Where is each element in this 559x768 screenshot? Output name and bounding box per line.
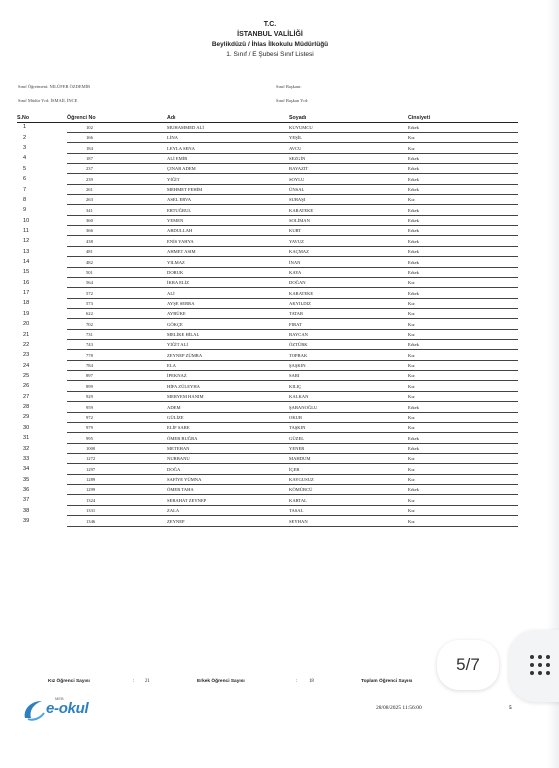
table-row [17, 143, 518, 153]
student-name: ZALA [167, 505, 289, 515]
student-name: ADEM [167, 402, 289, 412]
row-sno: 10 [23, 217, 30, 224]
student-surname: SUBAŞI [289, 195, 408, 205]
table-row [17, 340, 518, 350]
row-sno: 19 [23, 310, 30, 317]
row-sno: 35 [23, 476, 30, 483]
boys-count-label: Erkek Öğrenci Sayısı [197, 679, 245, 684]
student-surname: SOYLU [289, 174, 408, 184]
student-surname: KAÇMAZ [289, 246, 408, 256]
student-gender: Erkek [408, 267, 518, 277]
student-number: 482 [67, 257, 167, 267]
table-row [17, 443, 518, 453]
class-president: Sınıf Başkanı: [276, 84, 302, 89]
meb-label: MEB [55, 696, 64, 701]
student-number: 360 [67, 215, 167, 225]
student-gender: Kız [408, 132, 518, 142]
student-number: 778 [67, 350, 167, 360]
student-number: 1289 [67, 474, 167, 484]
col-header-surname: Soyadı [289, 114, 408, 122]
total-count-label: Toplam Öğrenci Sayısı [361, 679, 413, 684]
student-surname: SEYHAN [289, 516, 408, 526]
student-name: GÖKÇE [167, 319, 289, 329]
student-surname: ŞAŞKIN [289, 360, 408, 370]
student-name: NURBANU [167, 454, 289, 464]
student-surname: BAYAZIT [289, 163, 408, 173]
table-row [17, 412, 518, 422]
student-gender: Kız [408, 350, 518, 360]
row-sno: 3 [23, 145, 27, 152]
student-gender: Kız [408, 277, 518, 287]
student-surname: MAHDUM [289, 454, 408, 464]
table-row [17, 215, 518, 225]
student-surname: YAVUZ [289, 236, 408, 246]
row-sno: 36 [23, 486, 30, 493]
student-name: İPEKNAZ [167, 371, 289, 381]
student-surname: TATAR [289, 308, 408, 318]
student-surname: TAŞKIN [289, 422, 408, 432]
header-line-school: Beylikdüzü / İhlas İlkokulu Müdürlüğü [211, 41, 329, 48]
student-name: YILMAZ [167, 257, 289, 267]
student-name: AYŞE SERRA [167, 298, 289, 308]
student-name: HİFA ZÜLEYHA [167, 381, 289, 391]
table-row [17, 505, 518, 515]
student-name: AYBÜKE [167, 308, 289, 318]
e-okul-wordmark: e-okul [46, 700, 89, 717]
document-page-number: 5 [509, 705, 512, 711]
student-number: 239 [67, 174, 167, 184]
student-number: 972 [67, 412, 167, 422]
student-name: ENİS YAHYA [167, 236, 289, 246]
student-surname: FIRAT [289, 319, 408, 329]
student-number: 263 [67, 195, 167, 205]
student-number: 184 [67, 143, 167, 153]
student-surname: KILIÇ [289, 381, 408, 391]
table-row [17, 122, 518, 132]
student-name: LEYLA SENA [167, 143, 289, 153]
student-number: 1324 [67, 495, 167, 505]
student-number: 1000 [67, 443, 167, 453]
student-surname: YENER [289, 443, 408, 453]
student-surname: BAYCAN [289, 329, 408, 339]
grid-dots-icon [530, 655, 550, 675]
print-datetime: 28/08/2025 11:56:00 [376, 705, 422, 711]
student-surname: İNAN [289, 257, 408, 267]
table-row [17, 381, 518, 391]
table-row [17, 257, 518, 267]
table-row [17, 132, 518, 142]
student-surname: KARTAL [289, 495, 408, 505]
row-sno: 7 [23, 186, 27, 193]
girls-count-value: 21 [145, 679, 150, 684]
student-gender: Kız [408, 195, 518, 205]
table-row [17, 298, 518, 308]
vice-principal: Sınıf Müdür Yrd: İSMAİL İNCE [18, 98, 78, 103]
boys-count-colon: : [296, 679, 298, 684]
student-name: DORUK [167, 267, 289, 277]
student-gender: Kız [408, 319, 518, 329]
student-surname: KAYA [289, 267, 408, 277]
student-name: ELİF SARE [167, 422, 289, 432]
student-surname: AKYILDIZ [289, 298, 408, 308]
student-gender: Kız [408, 454, 518, 464]
student-number: 1346 [67, 516, 167, 526]
student-name: ABDULLAH [167, 226, 289, 236]
student-surname: GÜZEL [289, 433, 408, 443]
student-surname: İÇER [289, 464, 408, 474]
table-row [17, 308, 518, 318]
table-row [17, 422, 518, 432]
student-surname: SOLİMAN [289, 215, 408, 225]
student-number: 481 [67, 246, 167, 256]
student-gender: Erkek [408, 236, 518, 246]
student-number: 237 [67, 163, 167, 173]
row-sno: 16 [23, 279, 30, 286]
table-row [17, 495, 518, 505]
row-sno: 30 [23, 424, 30, 431]
table-row [17, 267, 518, 277]
student-number: 102 [67, 122, 167, 132]
row-sno: 15 [23, 269, 30, 276]
row-sno: 33 [23, 455, 30, 462]
row-sno: 37 [23, 497, 30, 504]
student-name: MERYEM HANIM [167, 391, 289, 401]
row-sno: 12 [23, 238, 30, 245]
student-number: 1299 [67, 485, 167, 495]
student-number: 995 [67, 433, 167, 443]
student-gender: Kız [408, 422, 518, 432]
student-name: YİĞİT ALİ [167, 340, 289, 350]
student-gender: Kız [408, 360, 518, 370]
student-gender: Kız [408, 298, 518, 308]
row-sno: 20 [23, 321, 30, 328]
student-name: ALİ [167, 288, 289, 298]
student-gender: Erkek [408, 153, 518, 163]
student-gender: Erkek [408, 122, 518, 132]
class-vice-president: Sınıf Başkan Yrd: [276, 98, 309, 103]
student-gender: Kız [408, 516, 518, 526]
student-surname: KÖMÜRCÜ [289, 485, 408, 495]
student-surname: TASAL [289, 505, 408, 515]
student-gender: Erkek [408, 485, 518, 495]
table-row [17, 391, 518, 401]
table-row [17, 360, 518, 370]
student-name: AHMET ASIM [167, 246, 289, 256]
student-number: 341 [67, 205, 167, 215]
row-sno: 2 [23, 134, 27, 141]
student-gender: Kız [408, 329, 518, 339]
student-gender: Kız [408, 308, 518, 318]
row-sno: 31 [23, 435, 30, 442]
student-name: DOĞA [167, 464, 289, 474]
student-name: MUHAMMED ALİ [167, 122, 289, 132]
student-gender: Kız [408, 412, 518, 422]
student-gender: Kız [408, 505, 518, 515]
student-name: ASEL ERVA [167, 195, 289, 205]
student-name: ÇINAR ADEM [167, 163, 289, 173]
viewer-menu-button[interactable] [509, 630, 559, 702]
row-sno: 6 [23, 176, 27, 183]
student-name: SEBAHAT ZEYNEP [167, 495, 289, 505]
table-row [17, 288, 518, 298]
student-surname: ŞABANOĞLU [289, 402, 408, 412]
student-surname: KURT [289, 226, 408, 236]
student-number: 899 [67, 381, 167, 391]
student-number: 1272 [67, 454, 167, 464]
row-sno: 17 [23, 290, 30, 297]
student-name: YİĞİT [167, 174, 289, 184]
student-number: 959 [67, 402, 167, 412]
col-header-student-no: Öğrenci No [67, 114, 167, 122]
student-name: ZEYNEP [167, 516, 289, 526]
row-sno: 18 [23, 300, 30, 307]
student-number: 573 [67, 298, 167, 308]
table-row [17, 205, 518, 215]
table-row [17, 371, 518, 381]
row-sno: 32 [23, 445, 30, 452]
student-name: SAFİYE YÜMNA [167, 474, 289, 484]
row-sno: 13 [23, 248, 30, 255]
student-name: ALİ EMİR [167, 153, 289, 163]
student-number: 564 [67, 277, 167, 287]
row-sno: 23 [23, 352, 30, 359]
student-number: 743 [67, 340, 167, 350]
row-sno: 9 [23, 207, 27, 214]
student-name: ELA [167, 360, 289, 370]
student-surname: OKUR [289, 412, 408, 422]
table-row [17, 319, 518, 329]
e-okul-logo [22, 696, 100, 724]
row-sno: 22 [23, 341, 30, 348]
student-surname: TOPRAK [289, 350, 408, 360]
table-row [17, 329, 518, 339]
row-sno: 21 [23, 331, 30, 338]
row-sno: 1 [23, 124, 27, 131]
student-gender: Kız [408, 381, 518, 391]
row-sno: 34 [23, 466, 30, 473]
student-name: MELİKE HİLAL [167, 329, 289, 339]
table-row [17, 236, 518, 246]
header-line-governorship: İSTANBUL VALİLİĞİ [237, 31, 303, 38]
student-surname: KAYGUSUZ [289, 474, 408, 484]
class-teacher: Sınıf Öğretmeni: NİLÜFER ÖZDEMİR [18, 84, 91, 89]
table-row [17, 246, 518, 256]
table-row [17, 163, 518, 173]
student-gender: Erkek [408, 174, 518, 184]
student-number: 438 [67, 236, 167, 246]
table-row [17, 454, 518, 464]
student-table [17, 114, 518, 527]
row-sno: 11 [23, 227, 29, 234]
student-number: 929 [67, 391, 167, 401]
student-name: ZEYNEP ZÜMRA [167, 350, 289, 360]
col-header-sno: S.No [17, 114, 67, 122]
table-row [17, 226, 518, 236]
row-sno: 38 [23, 507, 30, 514]
boys-count-value: 18 [309, 679, 314, 684]
student-surname: KUYUMCU [289, 122, 408, 132]
row-sno: 4 [23, 155, 27, 162]
student-gender: Kız [408, 143, 518, 153]
table-row [17, 174, 518, 184]
student-number: 1331 [67, 505, 167, 515]
student-surname: YEŞİL [289, 132, 408, 142]
page-indicator[interactable]: 5/7 [437, 640, 499, 690]
student-gender: Kız [408, 464, 518, 474]
student-gender: Kız [408, 391, 518, 401]
student-name: GÜLİZE [167, 412, 289, 422]
table-row [17, 516, 518, 526]
header-line-class-list: 1. Sınıf / E Şubesi Sınıf Listesi [226, 51, 314, 58]
student-gender: Erkek [408, 340, 518, 350]
table-row [17, 277, 518, 287]
student-surname: KALKAN [289, 391, 408, 401]
student-surname: KARATEKE [289, 288, 408, 298]
student-number: 1297 [67, 464, 167, 474]
row-sno: 8 [23, 196, 27, 203]
student-gender: Erkek [408, 205, 518, 215]
table-row [17, 195, 518, 205]
col-header-name: Adı [167, 114, 289, 122]
student-gender: Kız [408, 474, 518, 484]
row-sno: 27 [23, 393, 30, 400]
student-gender: Erkek [408, 184, 518, 194]
student-gender: Erkek [408, 288, 518, 298]
student-number: 261 [67, 184, 167, 194]
table-row [17, 153, 518, 163]
girls-count-colon: : [133, 679, 135, 684]
student-gender: Erkek [408, 163, 518, 173]
student-name: YEMEN [167, 215, 289, 225]
student-name: LİNA [167, 132, 289, 142]
student-gender: Kız [408, 495, 518, 505]
row-sno: 5 [23, 165, 27, 172]
student-surname: ÖZTÜRK [289, 340, 408, 350]
table-header-row [17, 114, 518, 122]
student-surname: AVCU [289, 143, 408, 153]
student-surname: ÜNSAL [289, 184, 408, 194]
student-gender: Kız [408, 371, 518, 381]
document-header [0, 20, 540, 60]
student-number: 187 [67, 153, 167, 163]
row-sno: 39 [23, 518, 30, 525]
student-number: 784 [67, 360, 167, 370]
e-okul-swoosh-icon [22, 698, 48, 722]
table-row [17, 464, 518, 474]
row-sno: 25 [23, 372, 30, 379]
student-number: 979 [67, 422, 167, 432]
student-number: 166 [67, 132, 167, 142]
student-gender: Erkek [408, 257, 518, 267]
student-name: ERTUĞRUL [167, 205, 289, 215]
table-row [17, 474, 518, 484]
student-name: METEHAN [167, 443, 289, 453]
student-number: 702 [67, 319, 167, 329]
student-number: 501 [67, 267, 167, 277]
student-number: 622 [67, 308, 167, 318]
student-name: MEHMET FEHİM [167, 184, 289, 194]
student-surname: KARATEKE [289, 205, 408, 215]
student-name: ÖMER BUĞRA [167, 433, 289, 443]
row-sno: 29 [23, 414, 30, 421]
student-gender: Erkek [408, 226, 518, 236]
student-gender: Erkek [408, 433, 518, 443]
student-surname: SARI [289, 371, 408, 381]
col-header-gender: Cinsiyeti [408, 114, 518, 122]
table-row [17, 485, 518, 495]
table-row [17, 402, 518, 412]
student-name: İKRA ELİZ [167, 277, 289, 287]
student-name: ÖMER TAHA [167, 485, 289, 495]
table-row [17, 350, 518, 360]
student-number: 897 [67, 371, 167, 381]
student-gender: Erkek [408, 402, 518, 412]
row-sno: 24 [23, 362, 30, 369]
student-surname: DOĞAN [289, 277, 408, 287]
student-surname: SEZGİN [289, 153, 408, 163]
student-number: 731 [67, 329, 167, 339]
student-number: 366 [67, 226, 167, 236]
row-sno: 14 [23, 259, 30, 266]
table-row [17, 184, 518, 194]
girls-count-label: Kız Öğrenci Sayısı [48, 679, 90, 684]
row-sno: 26 [23, 383, 30, 390]
table-row [17, 433, 518, 443]
student-number: 572 [67, 288, 167, 298]
row-sno: 28 [23, 404, 30, 411]
header-line-tc: T.C. [263, 21, 277, 28]
student-gender: Erkek [408, 215, 518, 225]
student-gender: Erkek [408, 443, 518, 453]
student-gender: Erkek [408, 246, 518, 256]
